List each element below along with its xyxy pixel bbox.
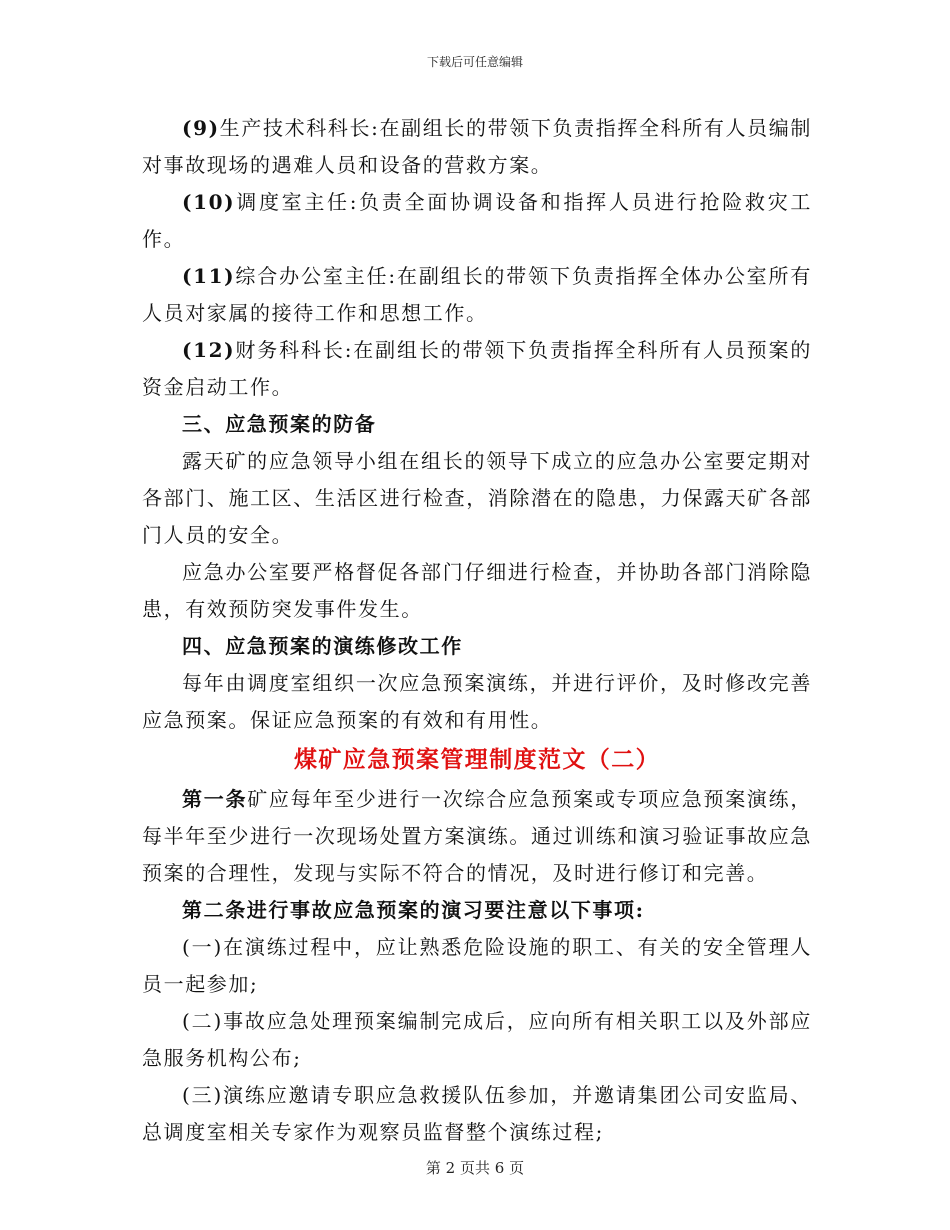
section-heading-4: 四、应急预案的演练修改工作 (182, 634, 463, 658)
paragraph-text: 生产技术科科长:在副组长的带领下负责指挥全科所有人员编制对事故现场的遇难人员和设备的营救方案。 (142, 116, 812, 177)
paragraph-article-1 (142, 781, 812, 892)
paragraph-item-10 (142, 184, 812, 258)
article-label: 第一条 (182, 787, 248, 811)
paragraph-inspection: 露天矿的应急领导小组在组长的领导下成立的应急办公室要定期对各部门、施工区、生活区进行检查，消除潜在的隐患，力保露天矿各部门人员的安全。 (142, 449, 812, 547)
paragraph-text: 财务科科长:在副组长的带领下负责指挥全科所有人员预案的资金启动工作。 (142, 338, 812, 399)
page-header-note: 下载后可任意编辑 (426, 55, 523, 69)
article-2-heading: 第二条进行事故应急预案的演习要注意以下事项: (182, 898, 645, 922)
item-number: (9) (182, 116, 220, 140)
page-number: 第 2 页共 6 页 (425, 1159, 525, 1177)
paragraph-text: 综合办公室主任:在副组长的带领下负责指挥全体办公室所有人员对家属的接待工作和思想工作。 (142, 264, 812, 325)
paragraph-item-11 (142, 258, 812, 332)
paragraph-item-12 (142, 332, 812, 406)
item-number: (11) (182, 264, 236, 288)
paragraph-note-2: (二)事故应急处理预案编制完成后，应向所有相关职工以及外部应急服务机构公布; (142, 1009, 812, 1070)
item-number: (12) (182, 338, 236, 362)
paragraph-item-9 (142, 110, 812, 184)
paragraph-text: 矿应每年至少进行一次综合应急预案或专项应急预案演练，每半年至少进行一次现场处置方案演练。通过训练和演习验证事故应急预案的合理性，发现与实际不符合的情况，及时进行修订和完善。 (142, 787, 812, 885)
paragraph-note-1: (一)在演练过程中，应让熟悉危险设施的职工、有关的安全管理人员一起参加; (142, 935, 812, 996)
document-section-title: 煤矿应急预案管理制度范文（二） (294, 746, 660, 773)
paragraph-note-3: (三)演练应邀请专职应急救援队伍参加，并邀请集团公司安监局、总调度室相关专家作为观察员监督整个演练过程; (142, 1083, 812, 1144)
section-heading-3: 三、应急预案的防备 (182, 412, 377, 436)
item-number: (10) (182, 190, 236, 214)
paragraph-text: 调度室主任:负责全面协调设备和指挥人员进行抢险救灾工作。 (142, 190, 812, 251)
paragraph-supervision: 应急办公室要严格督促各部门仔细进行检查，并协助各部门消除隐患，有效预防突发事件发生。 (142, 560, 812, 621)
paragraph-drill: 每年由调度室组织一次应急预案演练，并进行评价，及时修改完善应急预案。保证应急预案的有效和有用性。 (142, 671, 812, 732)
document-body (142, 110, 812, 1151)
